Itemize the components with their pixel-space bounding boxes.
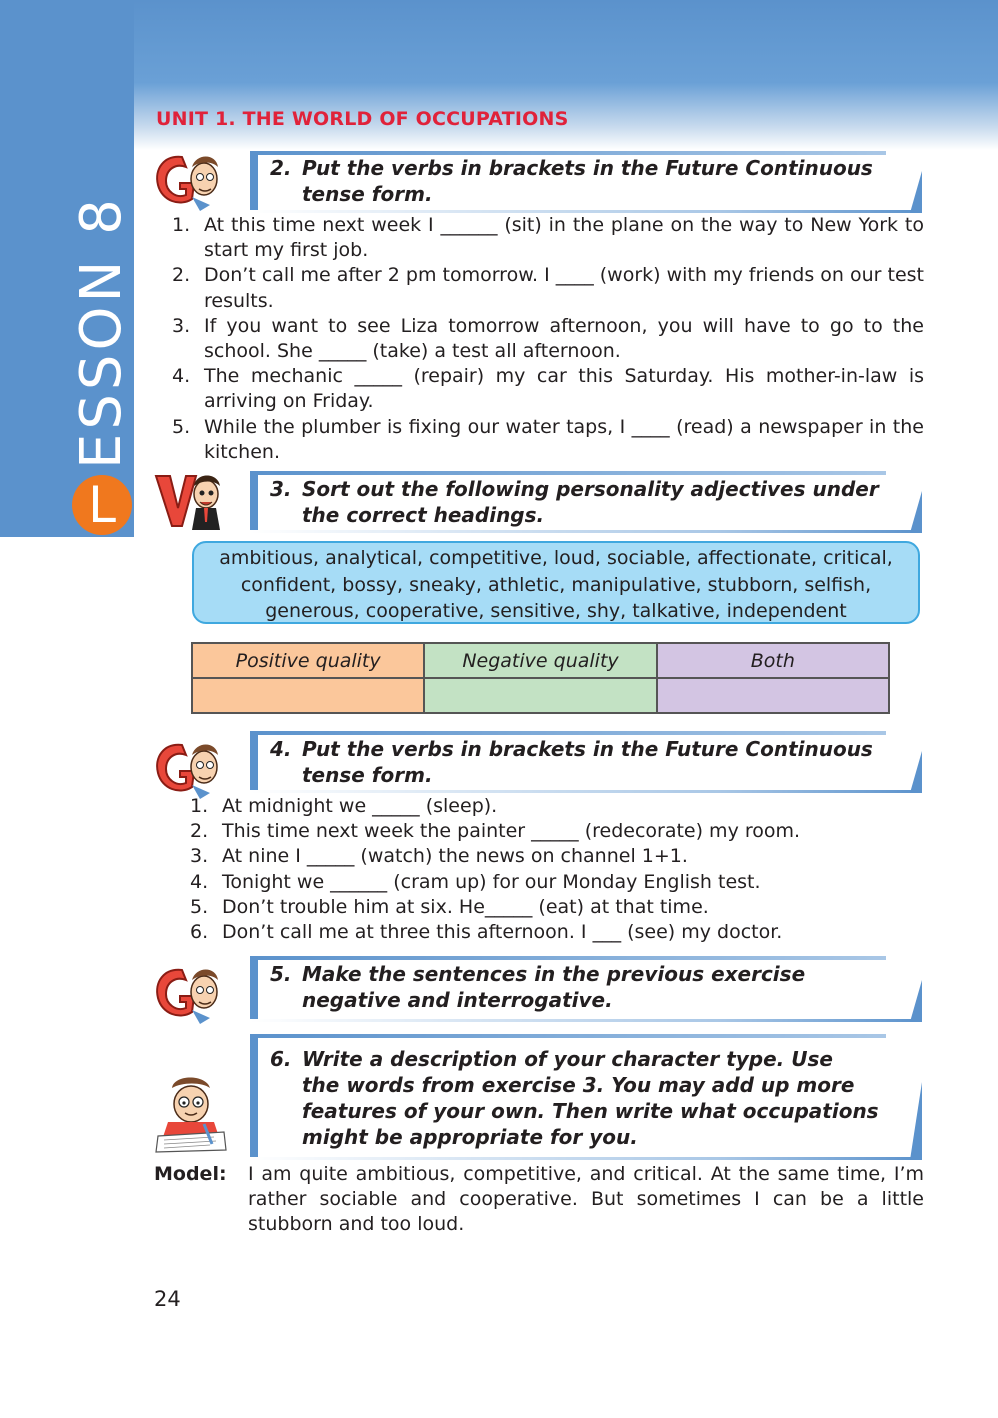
list-item (190, 844, 890, 869)
model-label: Model: (154, 1163, 227, 1185)
task-2-list (172, 213, 924, 465)
model-answer (154, 1162, 924, 1238)
lesson-label (69, 195, 134, 535)
item-text: At this time next week I ______ (sit) in the plane on the way to New York to start my first job. (204, 214, 924, 262)
item-text: At nine I _____ (watch) the news on channel 1+1. (222, 845, 688, 868)
grammar-g-icon (152, 960, 228, 1026)
answer-cell-positive[interactable] (192, 678, 424, 713)
task-6-heading (250, 1034, 922, 1160)
task-instruction-line1: Put the verbs in brackets in the Future Continuous (302, 156, 873, 180)
task-3-heading (250, 471, 922, 533)
task-2-heading (250, 151, 922, 213)
answer-cell-negative[interactable] (424, 678, 656, 713)
item-text: Don’t call me at three this afternoon. I ___ (see) my doctor. (222, 921, 783, 944)
list-item (172, 213, 924, 263)
task-4-list (190, 794, 890, 945)
model-text: I am quite ambitious, competitive, and critical. At the same time, I’m rather sociable and cooperative. But sometimes I can be a little stubborn and too loud. (248, 1163, 924, 1236)
item-number: 4. (190, 870, 209, 893)
page-number: 24 (154, 1287, 181, 1311)
list-item (190, 920, 890, 945)
task-instruction-line2: the correct headings. (302, 503, 545, 527)
task-instruction-line4: might be appropriate for you. (302, 1125, 638, 1149)
list-item (190, 870, 890, 895)
word-line: confident, bossy, sneaky, athletic, manipulative, stubborn, selfish, (240, 573, 872, 596)
word-line: generous, cooperative, sensitive, shy, talkative, independent (265, 600, 847, 622)
answer-cell-both[interactable] (657, 678, 889, 713)
word-line: ambitious, analytical, competitive, loud, sociable, affectionate, critical, (219, 547, 893, 569)
item-text: This time next week the painter _____ (redecorate) my room. (222, 820, 801, 843)
lesson-word: ESSON 8 (69, 195, 134, 469)
list-item (190, 895, 890, 920)
task-instruction-line1: Make the sentences in the previous exercise (302, 962, 806, 986)
item-number: 2. (172, 264, 191, 287)
adjective-word-box (192, 541, 920, 624)
task-number: 2. (270, 156, 292, 180)
item-number: 3. (190, 845, 209, 868)
item-text: Don’t call me after 2 pm tomorrow. I ____ (work) with my friends on our test results. (204, 264, 924, 312)
task-number: 6. (270, 1047, 292, 1071)
grammar-g-icon (152, 147, 228, 213)
writing-boy-icon (154, 1074, 228, 1154)
table-answer-row (192, 678, 889, 713)
item-number: 2. (190, 820, 209, 843)
item-number: 5. (172, 415, 191, 438)
task-instruction-line1: Sort out the following personality adjectives under (302, 477, 879, 501)
item-text: If you want to see Liza tomorrow afternoon, you will have to go to the school. She _____ (take) a test all afternoon. (204, 314, 924, 363)
item-number: 6. (190, 921, 209, 944)
grammar-g-icon (152, 735, 228, 801)
list-item (172, 263, 924, 313)
item-text: Don’t trouble him at six. He_____ (eat) at that time. (222, 895, 709, 918)
task-number: 4. (270, 737, 292, 761)
item-number: 5. (190, 895, 209, 918)
task-instruction-line2: tense form. (302, 182, 433, 206)
task-instruction-line2: the words from exercise 3. You may add up more (302, 1073, 855, 1097)
task-number: 3. (270, 477, 292, 501)
list-item (190, 794, 890, 819)
task-instruction-line1: Put the verbs in brackets in the Future Continuous (302, 737, 873, 761)
task-instruction-line3: features of your own. Then write what occupations (302, 1099, 879, 1123)
header-positive-quality: Positive quality (192, 643, 424, 678)
unit-title: UNIT 1. THE WORLD OF OCCUPATIONS (156, 108, 569, 130)
header-negative-quality: Negative quality (424, 643, 656, 678)
task-instruction-line2: tense form. (302, 763, 433, 787)
item-text: At midnight we _____ (sleep). (222, 795, 498, 817)
list-item (190, 819, 890, 844)
list-item (172, 364, 924, 414)
task-5-heading (250, 956, 922, 1022)
item-number: 1. (190, 795, 209, 817)
task-number: 5. (270, 962, 292, 986)
sorting-table (191, 642, 890, 714)
item-text: Tonight we ______ (cram up) for our Monday English test. (222, 870, 761, 893)
list-item (172, 314, 924, 364)
item-text: The mechanic _____ (repair) my car this Saturday. His mother-in-law is arriving on Friday. (204, 365, 924, 413)
lesson-letter-circle: L (72, 475, 132, 535)
item-text: While the plumber is fixing our water taps, I ____ (read) a newspaper in the kitchen. (204, 415, 924, 463)
task-instruction-line2: negative and interrogative. (302, 988, 613, 1012)
task-4-heading (250, 731, 922, 793)
vocabulary-v-icon (152, 468, 228, 534)
task-instruction-line1: Write a description of your character type. Use (302, 1047, 833, 1071)
list-item (172, 415, 924, 465)
table-header-row (192, 643, 889, 678)
item-number: 3. (172, 314, 191, 337)
item-number: 1. (172, 214, 191, 236)
item-number: 4. (172, 365, 191, 388)
header-both: Both (657, 643, 889, 678)
